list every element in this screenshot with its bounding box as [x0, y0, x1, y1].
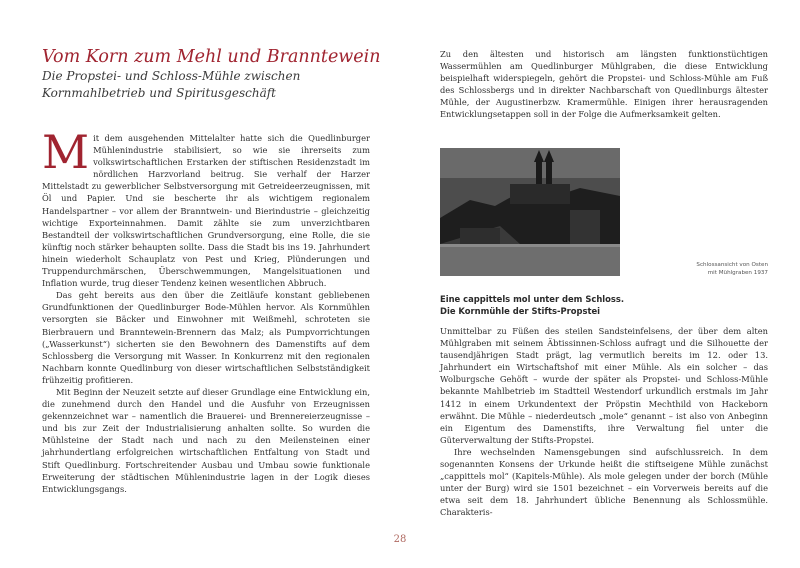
page-number: 28 [393, 534, 407, 545]
left-column [42, 125, 370, 495]
chapter-title: Vom Korn zum Mehl und Branntewein [42, 47, 381, 67]
paragraph-1 [42, 125, 370, 289]
castle-photo-image [440, 148, 620, 276]
right-paragraph-1: Unmittelbar zu Füßen des steilen Sandsteinfelsens, der über dem alten Mühlgraben mit seinem Äbtissinnen-Schloss aufragt und die Silhouette der tausendjährigen Stadt prägt, lag vermutlich bereits im 12. oder 13. Jahrhundert ein Wirtschaftshof mit einer Mühle. Als ein solcher – das Wolburgsche Gehöft – wurde der später als Propstei- und Schloss-Mühle bekannte Mahlbetrieb im Stadtteil Westendorf urkundlich erstmals im Jahr 1412 in einem Urkundentext der Pröpstin Mechthild von Hackeborn erwähnt. Die Mühle – niederdeutsch „mole“ genannt – ist also von Anbeginn ein Eigentum des Damenstifts, ihre Verwaltung fiel unter die Güterverwaltung der Stifts-Propstei. [440, 326, 768, 445]
paragraph-3: Mit Beginn der Neuzeit setzte auf dieser Grundlage eine Entwicklung ein, die zunehmend durch den Handel und die Ausfuhr von Erzeugnissen gekennzeichnet war – namentlich die Brauerei- und Brennereierzeugnisse – und bis zur Zeit der Industrialisierung anhalten sollte. So wurden die Mühlsteine der Stadt nach und nach zu den Meilensteinen einer jahrhundertlang erfolgreichen wirtschaftlichen Entfaltung von Stadt und Stift Quedlinburg. Fortschreitender Ausbau und Umbau sowie funktionale Erweiterung der städtischen Mühlenindustrie lagen in der Logik dieses Entwicklungsgangs. [42, 386, 370, 494]
castle-photo [440, 148, 620, 276]
right-column [440, 325, 768, 519]
right-paragraph-2: Ihre wechselnden Namensgebungen sind aufschlussreich. In dem sogenannten Konsens der Urkunde heißt die stiftseigene Mühle zunächst „cappittels mol“ (Kapitels-Mühle). Als mole gelegen under der borch (Mühle unter der Burg) wird sie 1501 bezeichnet – ein Vorverweis bereits auf die etwa seit dem 18. Jahrhundert übliche Benennung als Schlossmühle. Charakteris- [440, 446, 768, 518]
photo-caption-line-1: Schlossansicht von Osten [696, 262, 768, 268]
intro-paragraph: Zu den ältesten und historisch am längsten funktionstüchtigen Wassermühlen am Quedlinburger Mühlgraben, die diese Entwicklung beispielhaft widerspiegeln, gehört die Propstei- und Schloss-Mühle am Fuß des Schlossbergs und in direkter Nachbarschaft von Quedlinburgs ältester Mühle, der Augustinerbzw. Kramermühle. Einigen ihrer herausragenden Entwicklungsetappen soll in der Folge die Aufmerksamkeit gelten. [440, 49, 768, 120]
section-heading [440, 293, 768, 317]
section-heading-line-2: Die Kornmühle der Stifts-Propstei [440, 306, 601, 316]
photo-caption-line-2: mit Mühlgraben 1937 [707, 269, 768, 276]
drop-cap: M [42, 125, 90, 179]
section-heading-line-1: Eine cappittels mol unter dem Schloss. [440, 294, 625, 304]
paragraph-1-text: it dem ausgehenden Mittelalter hatte sich die Quedlinburger Mühlenindustrie stabilisiert, so wie sie ihrerseits zum volkswirtschaftlichen Erstarken der stiftischen Residenzstadt im nördlichen Harzvorland beitrug. Sie verhalf der Harzer Mittelstadt zu gewerblicher Selbstversorgung mit Getreideerzeugnissen, mit Öl und Papier. Und sie bescherte ihr als wichtigem regionalem Handelspartner – vor allem der Branntwein- und Bierindustrie – gleichzeitig wichtige Exporteinnahmen. Damit zählte sie zum unverzichtbaren Bestandteil der volkswirtschaftlichen Grundversorgung, eine Rolle, die sie künftig noch stärker behaupten sollte. Dass die Stadt bis ins 19. Jahrhundert hinein wiederholt Schauplatz von Pest und Krieg, Plünderungen und Truppendurchmärschen, Überschwemmungen, Mangelsituationen und Inflation wurde, trug dieser Tendenz keinen wesentlichen Abbruch. [42, 133, 370, 289]
chapter-subtitle: Die Propstei- und Schloss-Mühle zwischen Kornmahlbetrieb und Spiritusgeschäft [42, 69, 301, 100]
photo-caption [628, 262, 768, 277]
paragraph-2: Das geht bereits aus den über die Zeitläufe konstant gebliebenen Grundfunktionen der Quedlinburger Bode-Mühlen hervor. Als Kornmühlen versorgten sie Bäcker und Einwohner mit Weißmehl, schroteten sie Bierbrauern und Branntewein-Brennern das Malz; als Pumpvorrichtungen („Wasserkunst“) sicherten sie den Bewohnern des Damenstifts auf dem Schlossberg die Versorgung mit Wasser. In Konkurrenz mit den regionalen Nachbarn konnte Quedlinburg von dieser wirtschaftlichen Selbstständigkeit frühzeitig profitieren. [42, 290, 370, 385]
right-page [400, 0, 800, 568]
